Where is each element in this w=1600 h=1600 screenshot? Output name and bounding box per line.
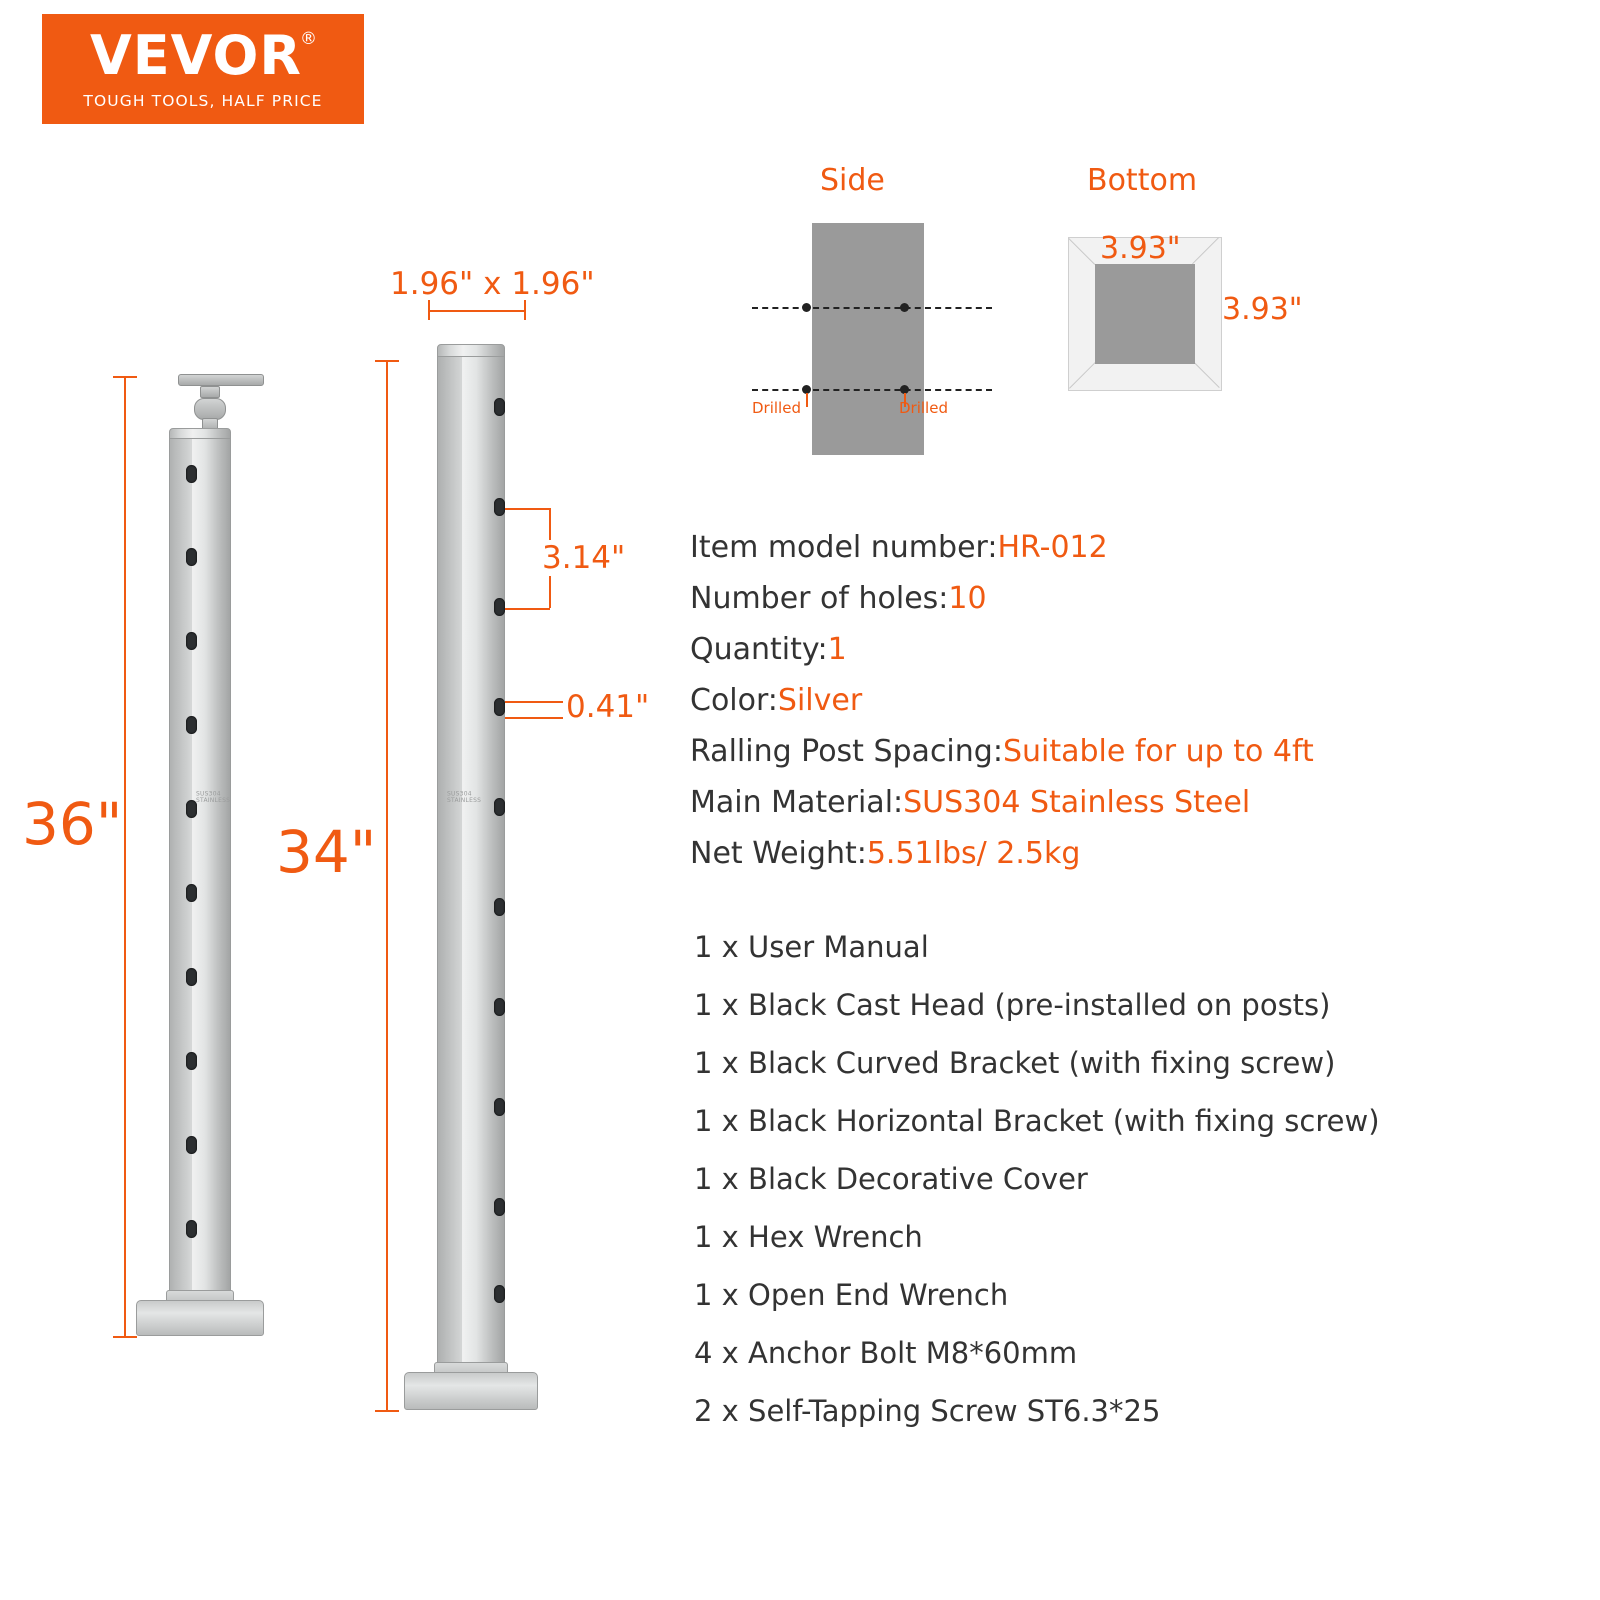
drilled-right-label: Drilled bbox=[899, 399, 948, 417]
side-lower-dash-line bbox=[752, 389, 992, 391]
dim-34-cap-bottom bbox=[375, 1410, 399, 1412]
spec-label-weight: Net Weight: bbox=[690, 836, 867, 871]
spec-label-color: Color: bbox=[690, 683, 778, 718]
dim-hole-leader-top bbox=[505, 701, 563, 703]
spec-row-color bbox=[690, 675, 1570, 726]
spec-row-holes bbox=[690, 573, 1570, 624]
post-right-etching: SUS304 STAINLESS bbox=[447, 790, 482, 804]
package-item: 1 x Open End Wrench bbox=[694, 1278, 1009, 1312]
post-right-hole-6 bbox=[494, 898, 505, 916]
spec-label-holes: Number of holes: bbox=[690, 581, 949, 616]
post-left-hole-10 bbox=[186, 1220, 197, 1238]
bottom-view-title: Bottom bbox=[1087, 163, 1198, 198]
package-item: 1 x Black Decorative Cover bbox=[694, 1162, 1088, 1196]
post-right-hole-10 bbox=[494, 1285, 505, 1303]
dim-spacing-leader-bottom bbox=[505, 608, 550, 610]
dim-34-line bbox=[386, 360, 388, 1410]
spec-value-weight: 5.51lbs/ 2.5kg bbox=[866, 836, 1081, 871]
cast-head-neck-upper bbox=[200, 386, 220, 398]
spec-value-quantity: 1 bbox=[827, 632, 847, 667]
spec-label-quantity: Quantity: bbox=[690, 632, 828, 667]
side-upper-dash-line bbox=[752, 307, 992, 309]
dim-cross-section-cap-left bbox=[428, 300, 430, 320]
spec-value-material: SUS304 Stainless Steel bbox=[903, 785, 1251, 820]
dim-cross-section-line bbox=[428, 310, 524, 312]
drilled-left-tick bbox=[806, 393, 808, 407]
dim-spacing-label: 3.14" bbox=[542, 540, 626, 576]
spec-value-holes: 10 bbox=[948, 581, 987, 616]
spec-row-spacing bbox=[690, 726, 1570, 777]
spec-row-model bbox=[690, 522, 1570, 573]
side-view-title: Side bbox=[820, 163, 885, 198]
registered-mark: ® bbox=[300, 28, 318, 49]
spec-row-material bbox=[690, 777, 1570, 828]
spec-row-quantity bbox=[690, 624, 1570, 675]
package-contents-list bbox=[694, 918, 1584, 1440]
post-left-base-plate bbox=[136, 1300, 264, 1336]
cast-head-plate bbox=[178, 374, 264, 386]
post-right-tube-shadow-face bbox=[438, 357, 462, 1379]
dim-hole-leader-bottom bbox=[505, 717, 563, 719]
package-item: 4 x Anchor Bolt M8*60mm bbox=[694, 1336, 1078, 1370]
post-left-hole-9 bbox=[186, 1136, 197, 1154]
spec-value-color: Silver bbox=[777, 683, 863, 718]
vevor-logo bbox=[42, 14, 364, 124]
post-right-hole-1 bbox=[494, 398, 505, 416]
post-right-hole-4 bbox=[494, 698, 505, 716]
post-left-tube-shadow-face bbox=[170, 439, 192, 1307]
spec-label-model: Item model number: bbox=[690, 530, 998, 565]
dim-hole-size-label: 0.41" bbox=[566, 689, 650, 725]
post-right-hole-8 bbox=[494, 1098, 505, 1116]
package-item: 1 x Black Horizontal Bracket (with fixing screw) bbox=[694, 1104, 1380, 1138]
package-item: 1 x Black Curved Bracket (with fixing screw) bbox=[694, 1046, 1336, 1080]
dim-36-label: 36" bbox=[22, 790, 123, 858]
spec-row-weight bbox=[690, 828, 1570, 879]
dim-36-cap-top bbox=[113, 376, 137, 378]
post-left-hole-4 bbox=[186, 716, 197, 734]
side-hole-dot-upper-right bbox=[900, 303, 909, 312]
post-left-etching: SUS304 STAINLESS bbox=[196, 790, 231, 804]
dim-34-cap-top bbox=[375, 360, 399, 362]
cast-head-ball bbox=[194, 398, 226, 420]
post-left-hole-3 bbox=[186, 632, 197, 650]
spec-list bbox=[690, 522, 1570, 879]
dim-spacing-leader-top bbox=[505, 508, 550, 510]
post-right-hole-3 bbox=[494, 598, 505, 616]
post-right-hole-2 bbox=[494, 498, 505, 516]
package-item: 1 x Hex Wrench bbox=[694, 1220, 923, 1254]
package-item: 2 x Self-Tapping Screw ST6.3*25 bbox=[694, 1394, 1161, 1428]
dim-cross-section-label: 1.96" x 1.96" bbox=[390, 266, 595, 302]
post-right-hole-5 bbox=[494, 798, 505, 816]
post-left-hole-7 bbox=[186, 968, 197, 986]
spec-label-material: Main Material: bbox=[690, 785, 904, 820]
bottom-height-label: 3.93" bbox=[1222, 292, 1303, 327]
brand-name-text: VEVOR bbox=[89, 23, 302, 87]
post-left-hole-2 bbox=[186, 548, 197, 566]
brand-tagline: TOUGH TOOLS, HALF PRICE bbox=[83, 91, 323, 110]
side-hole-dot-upper-left bbox=[802, 303, 811, 312]
post-left-hole-1 bbox=[186, 465, 197, 483]
side-view-body bbox=[812, 223, 924, 455]
post-left-hole-6 bbox=[186, 884, 197, 902]
spec-label-spacing: Ralling Post Spacing: bbox=[690, 734, 1003, 769]
post-right-hole-7 bbox=[494, 998, 505, 1016]
post-right-hole-9 bbox=[494, 1198, 505, 1216]
bottom-view-inner bbox=[1095, 264, 1195, 364]
package-item: 1 x User Manual bbox=[694, 930, 929, 964]
spec-value-spacing: Suitable for up to 4ft bbox=[1002, 734, 1314, 769]
bottom-width-label: 3.93" bbox=[1100, 231, 1181, 266]
dim-cross-section-cap-right bbox=[524, 300, 526, 320]
dim-36-cap-bottom bbox=[113, 1336, 137, 1338]
package-item: 1 x Black Cast Head (pre-installed on posts) bbox=[694, 988, 1331, 1022]
post-left-hole-8 bbox=[186, 1052, 197, 1070]
dim-36-line bbox=[124, 376, 126, 1336]
post-left-tube bbox=[169, 438, 231, 1306]
brand-name bbox=[89, 23, 318, 87]
dim-34-label: 34" bbox=[276, 818, 377, 886]
spec-value-model: HR-012 bbox=[997, 530, 1108, 565]
drilled-left-label: Drilled bbox=[752, 399, 801, 417]
post-right-base-plate bbox=[404, 1372, 538, 1410]
